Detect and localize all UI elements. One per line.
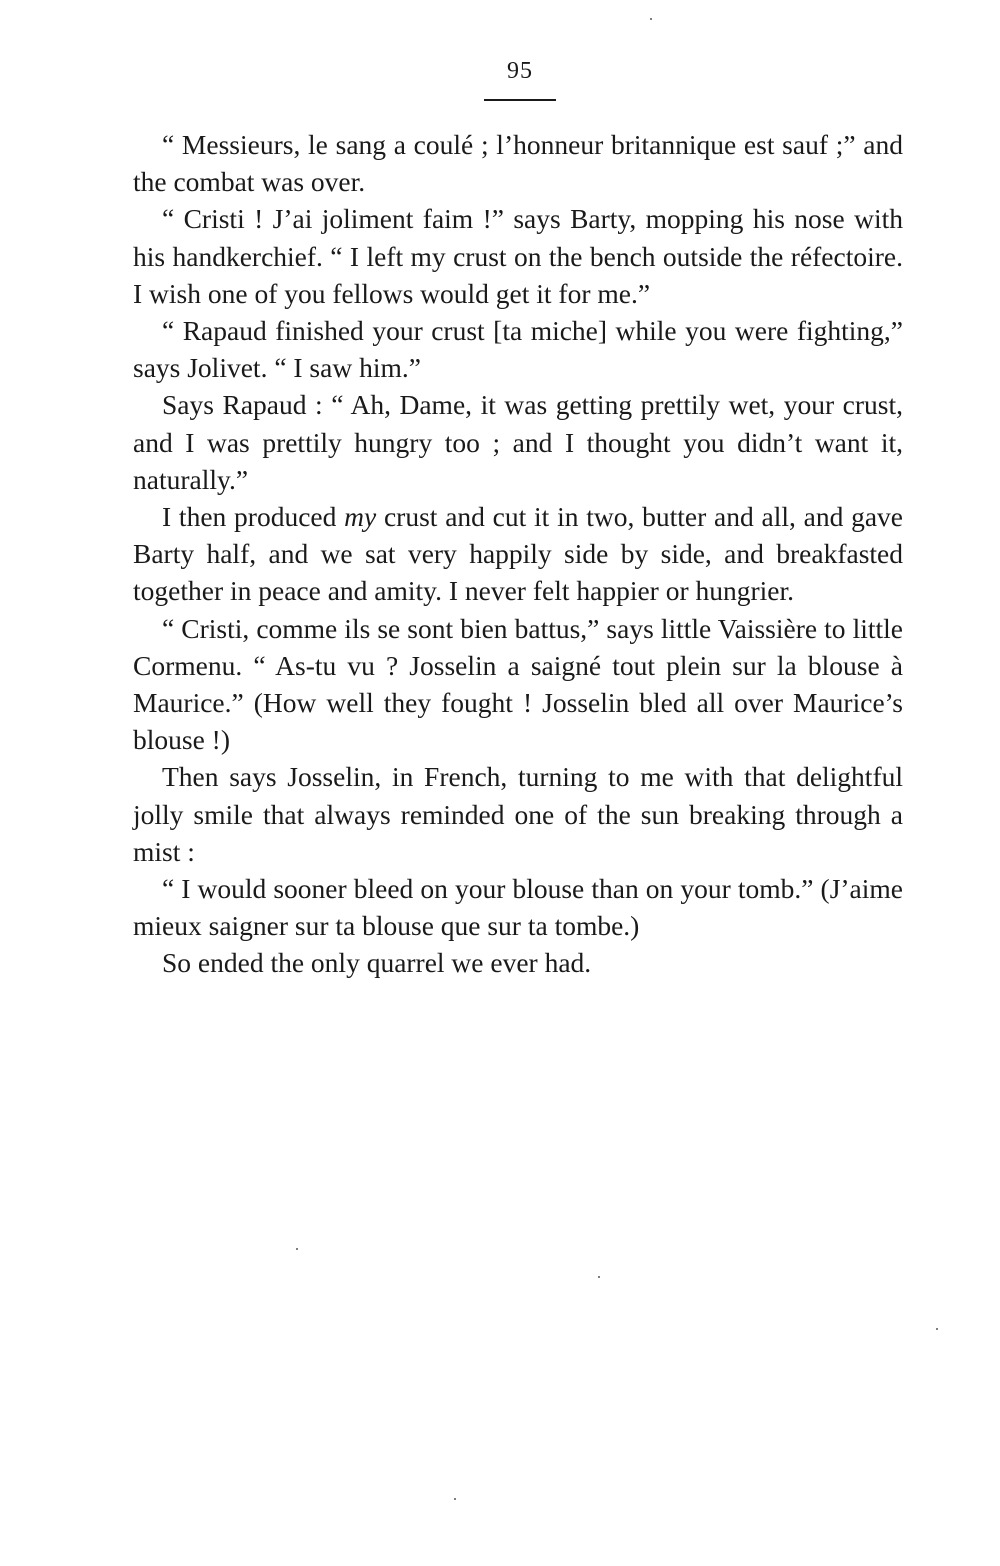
emphasis-text: my — [344, 501, 377, 533]
paragraph: “ Rapaud finished your crust [ta miche] while you were fighting,” says Jolivet. “ I saw him.” — [133, 315, 903, 384]
paper-speck — [598, 1276, 600, 1278]
paragraph: “ I would sooner bleed on your blouse than on your tomb.” (J’aime mieux saigner sur ta blouse que sur ta tombe.) — [133, 873, 903, 942]
paragraph: “ Cristi, comme ils se sont bien battus,” says little Vaissière to little Cormenu. “ As-tu vu ? Josselin a saigné tout plein sur la blouse à Maurice.” (How well they fought ! Josselin bled all over Maurice’s blouse !) — [133, 612, 903, 756]
paper-speck — [936, 1328, 938, 1330]
paragraph: “ Messieurs, le sang a coulé ; l’honneur britannique est sauf ;” and the combat was over. — [133, 129, 903, 198]
paper-speck — [454, 1498, 456, 1500]
page-number: 95 — [507, 58, 533, 84]
body-text — [133, 126, 903, 982]
paragraph: Then says Josselin, in French, turning to me with that delightful jolly smile that always reminded one of the sun breaking through a mist : — [133, 761, 903, 867]
paragraph: Says Rapaud : “ Ah, Dame, it was getting prettily wet, your crust, and I was prettily hungry too ; and I thought you didn’t want it, naturally.” — [133, 389, 903, 495]
paragraph: “ Cristi ! J’ai joliment faim !” says Barty, mopping his nose with his handkerchief. “ I left my crust on the bench outside the réfectoire. I wish one of you fellows would get it for me.” — [133, 203, 903, 309]
paragraph — [133, 498, 903, 610]
paragraph-text: crust and cut it in two, butter and all, and gave Barty half, and we sat very happily side by side, and breakfasted together in peace and amity. I never felt happier or hungrier. — [133, 501, 903, 607]
paper-speck — [296, 1248, 298, 1250]
page-number-rule — [484, 99, 556, 101]
paper-speck — [650, 18, 652, 20]
paragraph-text: I then produced — [162, 501, 345, 533]
paragraph: So ended the only quarrel we ever had. — [162, 947, 592, 979]
